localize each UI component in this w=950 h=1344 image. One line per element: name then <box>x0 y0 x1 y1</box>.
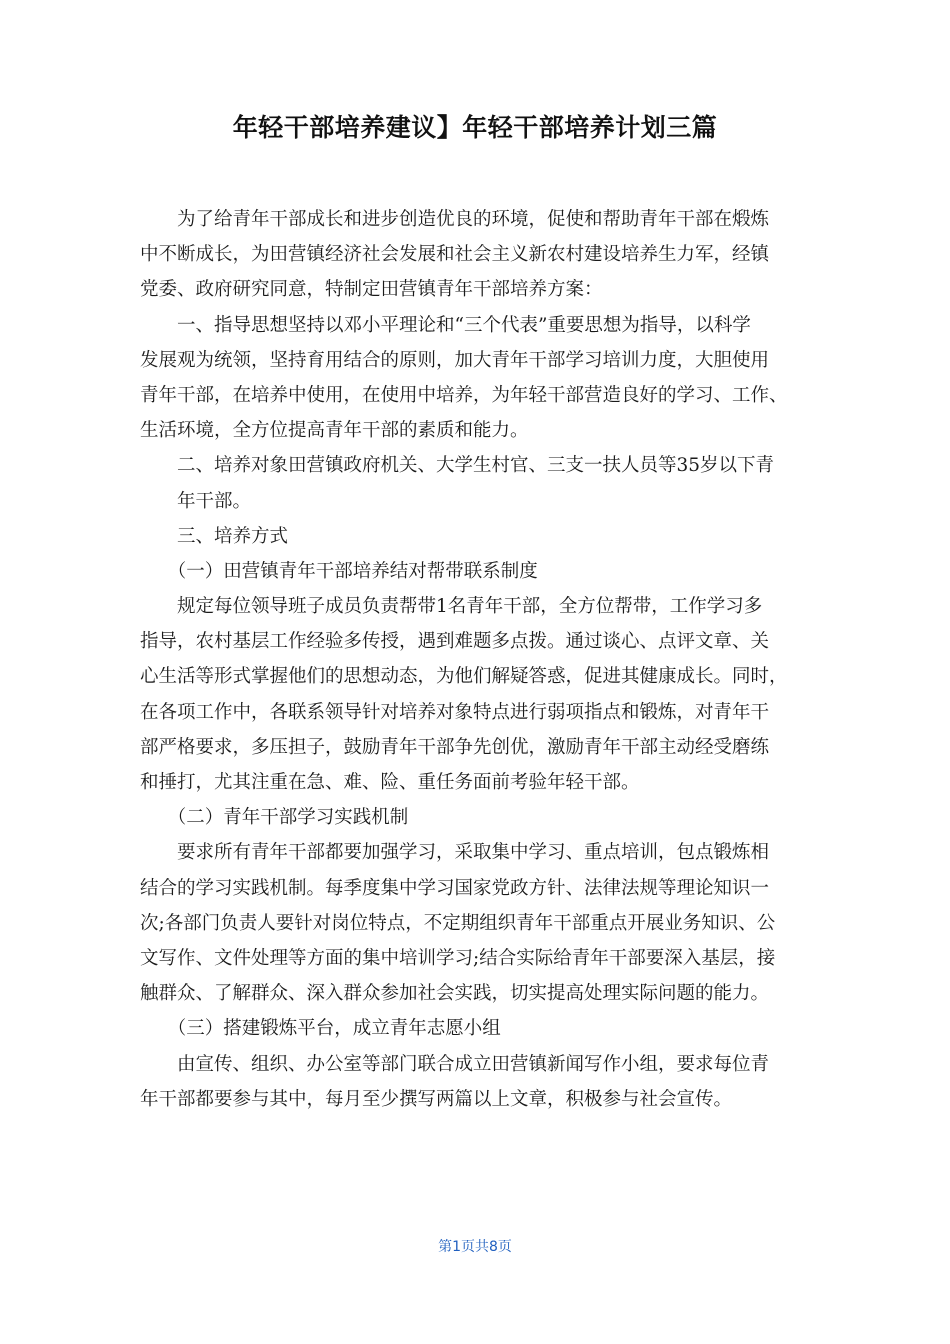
text-line: 规定每位领导班子成员负责帮带1名青年干部，全方位帮带，工作学习多 <box>140 596 763 618</box>
text-line: 年干部都要参与其中，每月至少撰写两篇以上文章，积极参与社会宣传。 <box>140 1088 733 1110</box>
text-line: 由宣传、组织、办公室等部门联合成立田营镇新闻写作小组，要求每位青 <box>140 1053 770 1075</box>
text-line: 中不断成长，为田营镇经济社会发展和社会主义新农村建设培养生力军，经镇 <box>140 244 770 266</box>
text-line: 部严格要求，多压担子，鼓励青年干部争先创优，激励青年干部主动经受磨练 <box>140 736 770 758</box>
text-line: 文写作、文件处理等方面的集中培训学习;结合实际给青年干部要深入基层，接 <box>140 947 776 969</box>
text-line: 党委、政府研究同意，特制定田营镇青年干部培养方案： <box>140 279 603 301</box>
document-title: 年轻干部培养建议】年轻干部培养计划三篇 <box>232 113 718 142</box>
text-line: 发展观为统领，坚持育用结合的原则，加大青年干部学习培训力度，大胆使用 <box>140 349 770 371</box>
text-line: 二、培养对象田营镇政府机关、大学生村官、三支一扶人员等35岁以下青 <box>140 455 775 477</box>
text-line: 结合的学习实践机制。每季度集中学习国家党政方针、法律法规等理论知识一 <box>140 877 770 899</box>
text-line: 要求所有青年干部都要加强学习，采取集中学习、重点培训，包点锻炼相 <box>140 842 770 864</box>
text-line: 在各项工作中，各联系领导针对培养对象特点进行弱项指点和锻炼，对青年干 <box>140 701 770 723</box>
text-line: 心生活等形式掌握他们的思想动态，为他们解疑答惑，促进其健康成长。同时， <box>140 666 788 688</box>
text-line: 指导，农村基层工作经验多传授，遇到难题多点拨。通过谈心、点评文章、关 <box>140 631 770 653</box>
text-line: （二）青年干部学习实践机制 <box>140 807 409 829</box>
text-line: 年干部。 <box>140 490 252 512</box>
text-line: 为了给青年干部成长和进步创造优良的环境，促使和帮助青年干部在煅炼 <box>140 209 770 230</box>
text-line: （三）搭建锻炼平台，成立青年志愿小组 <box>140 1018 501 1040</box>
text-line: 生活环境，全方位提高青年干部的素质和能力。 <box>140 420 529 442</box>
text-line: 三、培养方式 <box>140 525 289 547</box>
text-line: 触群众、了解群众、深入群众参加社会实践，切实提高处理实际问题的能力。 <box>140 983 770 1005</box>
text-line: 青年干部，在培养中使用，在使用中培养，为年轻干部营造良好的学习、工作、 <box>140 384 788 406</box>
text-line: 次;各部门负责人要针对岗位特点，不定期组织青年干部重点开展业务知识、公 <box>140 912 776 934</box>
text-line: （一）田营镇青年干部培养结对帮带联系制度 <box>140 560 538 582</box>
text-line: 和捶打，尤其注重在急、难、险、重任务面前考验年轻干部。 <box>140 772 640 793</box>
page-footer: 第1页共8页 <box>438 1239 512 1255</box>
document-body <box>140 202 820 1117</box>
text-line: 一、指导思想坚持以邓小平理论和“三个代表”重要思想为指导，以科学 <box>140 314 751 336</box>
